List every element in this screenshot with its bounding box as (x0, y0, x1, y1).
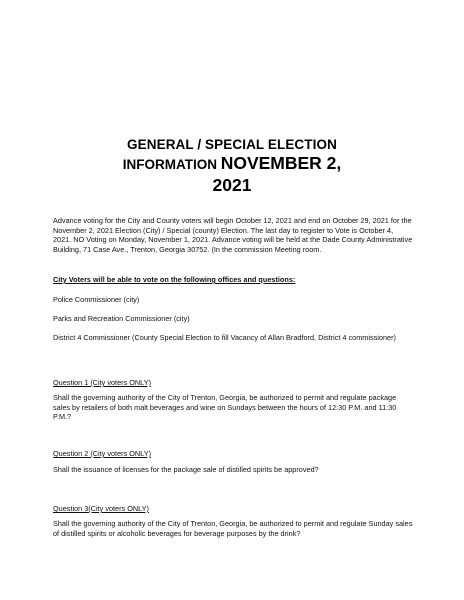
intro-paragraph: Advance voting for the City and County voters will begin October 12, 2021 and end on October 29, 2021 for the November 2, 2021 Election (City) / Special (county) Election. The last day to register to Vote is October 4, 2021. NO Voting on Monday, November 1, 2021. Advance voting will be held at the Dade County Administrative Building, 71 Case Ave., Trenton, Georgia 30752. (In the commission Meeting room. (53, 216, 413, 254)
office-item: Parks and Recreation Commissioner (city) (53, 314, 190, 323)
question-1-text: Shall the governing authority of the City of Trenton, Georgia, be authorized to permit and regulate package sales by retailers of both malt beverages and wine on Sundays between the hours of 12:30 P.M. and 11:30 P.M.? (53, 393, 397, 422)
office-item: Police Commissioner (city) (53, 295, 140, 304)
office-item: District 4 Commissioner (County Special Election to fill Vacancy of Allan Bradford, District 4 commissioner) (53, 333, 396, 342)
title-line-2 (100, 153, 364, 175)
page-title (100, 136, 364, 196)
question-3-text: Shall the governing authority of the City of Trenton, Georgia, be authorized to permit and regulate Sunday sales of distilled spirits or alcoholic beverages for beverage purposes by the drink? (53, 519, 413, 538)
question-1-heading: Question 1 (City voters ONLY) (53, 378, 151, 387)
title-year: 2021 (212, 175, 252, 195)
question-2-heading: Question 2 (City voters ONLY) (53, 449, 151, 458)
title-election-date: NOVEMBER 2, (220, 153, 342, 173)
title-line-1: GENERAL / SPECIAL ELECTION (127, 137, 337, 152)
title-line-2-prefix: INFORMATION (122, 157, 221, 172)
offices-heading: City Voters will be able to vote on the following offices and questions: (53, 275, 296, 284)
question-2-text: Shall the issuance of licenses for the package sale of distilled spirits be approved? (53, 465, 319, 474)
question-3-heading: Question 3(City voters ONLY) (53, 504, 149, 513)
